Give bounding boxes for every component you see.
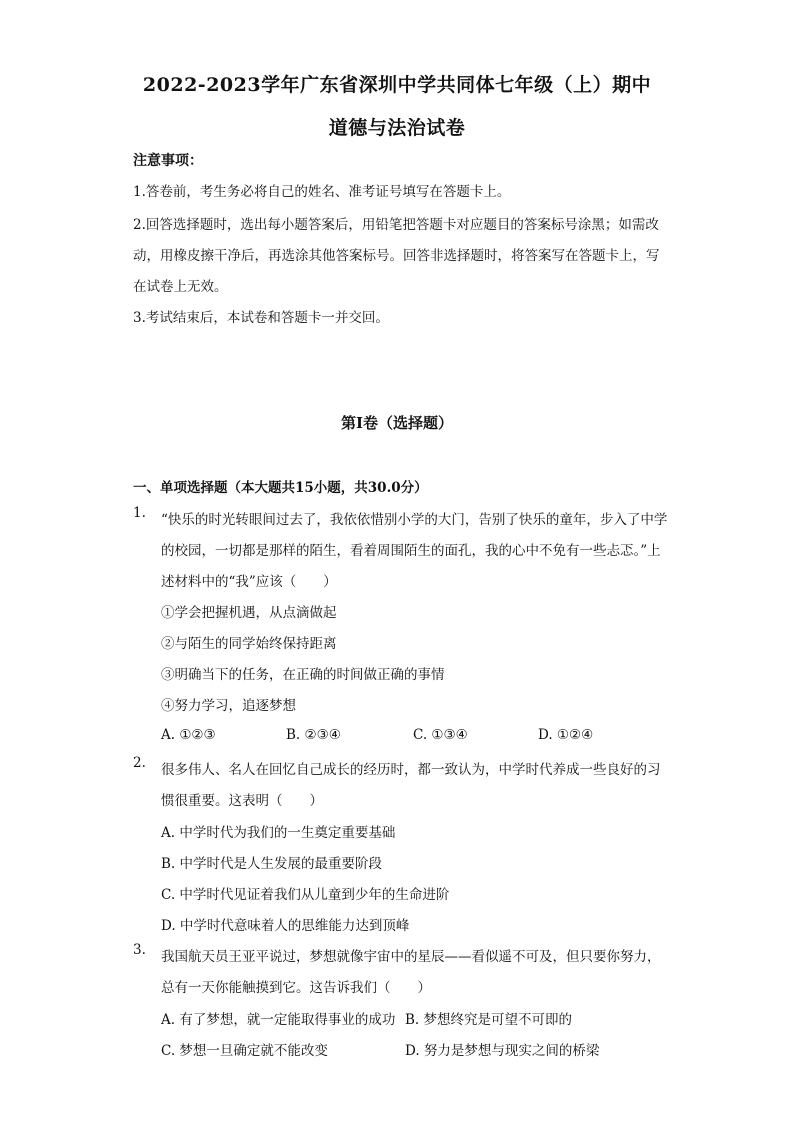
option-a: A. ①②③ — [161, 727, 216, 743]
exam-title-line2: 道德与法治试卷 — [328, 117, 466, 139]
option-c: C. 梦想一旦确定就不能改变 — [161, 1043, 328, 1059]
option-c: C. 中学时代见证着我们从儿童到少年的生命进阶 — [161, 887, 450, 903]
option-a: A. 中学时代为我们的一生奠定重要基础 — [161, 825, 396, 841]
option-a: A. 有了梦想，就一定能取得事业的成功 — [161, 1012, 396, 1028]
question-number: 3. — [133, 942, 146, 958]
question-stem: “快乐的时光转眼间过去了，我依依惜别小学的大门，告别了快乐的童年，步入了中学的校园，一切都是那样的陌生，看着周围陌生的面孔，我的心中不免有一些忐忑。”上述材料中的“我”应该（ ） — [161, 512, 668, 590]
option-c: C. ①③④ — [413, 727, 468, 743]
section-title: 第Ⅰ卷（选择题） — [340, 414, 454, 432]
option-b: B. ②③④ — [286, 727, 341, 743]
notice-item-3: 3.考试结束后，本试卷和答题卡一并交回。 — [133, 310, 389, 326]
statement-4: ④努力学习，追逐梦想 — [161, 698, 296, 714]
option-b: B. 中学时代是人生发展的最重要阶段 — [161, 856, 383, 872]
question-stem: 很多伟人、名人在回忆自己成长的经历时，都一致认为，中学时代养成一些良好的习惯很重要。这表明（ ） — [161, 762, 661, 809]
exam-title-line1: 2022-2023学年广东省深圳中学共同体七年级（上）期中 — [142, 74, 652, 96]
notice-item-2: 2.回答选择题时，选出每小题答案后，用铅笔把答题卡对应题目的答案标号涂黑；如需改动，用橡皮擦干净后，再选涂其他答案标号。回答非选择题时，将答案写在答题卡上，写在试卷上无效。 — [133, 217, 660, 295]
statement-2: ②与陌生的同学始终保持距离 — [161, 636, 337, 652]
question-number: 1. — [133, 505, 146, 521]
question-stem: 我国航天员王亚平说过，梦想就像宇宙中的星辰——看似遥不可及，但只要你努力，总有一天你能触摸到它。这告诉我们（ ） — [161, 949, 661, 996]
part-title: 一、单项选择题（本大题共15小题，共30.0分） — [133, 480, 428, 496]
statement-1: ①学会把握机遇，从点滴做起 — [161, 605, 337, 621]
option-d: D. 努力是梦想与现实之间的桥梁 — [405, 1043, 600, 1059]
notice-item-1: 1.答卷前，考生务必将自己的姓名、准考证号填写在答题卡上。 — [133, 184, 511, 200]
option-d: D. 中学时代意味着人的思维能力达到顶峰 — [161, 918, 410, 934]
question-number: 2. — [133, 755, 146, 771]
option-d: D. ①②④ — [538, 727, 594, 743]
option-b: B. 梦想终究是可望不可即的 — [405, 1012, 573, 1028]
statement-3: ③明确当下的任务，在正确的时间做正确的事情 — [161, 667, 445, 683]
notice-heading: 注意事项： — [133, 153, 203, 169]
